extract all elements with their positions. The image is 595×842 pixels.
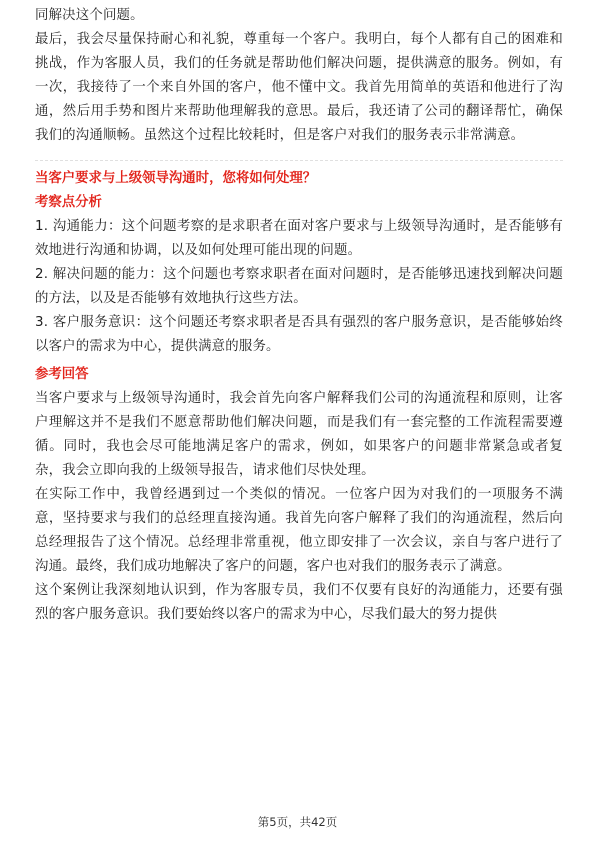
question-heading: 当客户要求与上级领导沟通时，您将如何处理？ <box>35 171 317 186</box>
answer-paragraph: 当客户要求与上级领导沟通时，我会首先向客户解释我们公司的沟通流程和原则，让客户理解这并不是我们不愿意帮助他们解决问题，而是我们有一套完整的工作流程需要遵循。同时，我也会尽可能地满足客户的需求，例如，如果客户的问题非常紧急或者复杂，我会立即向我的上级领导报告，请求他们尽快处理。 <box>35 391 563 478</box>
closing-paragraph: 最后，我会尽量保持耐心和礼貌，尊重每一个客户。我明白，每个人都有自己的困难和挑战，作为客服人员，我们的任务就是帮助他们解决问题，提供满意的服务。例如，有一次，我接待了一个来自外国的客户，他不懂中文。我首先用简单的英语和他进行了沟通，然后用手势和图片来帮助他理解我的意思。最后，我还请了公司的翻译帮忙，确保我们的沟通顺畅。虽然这个过程比较耗时，但是客户对我们的服务表示非常满意。 <box>35 32 563 143</box>
page-content <box>35 4 563 627</box>
page-number-footer: 第5页，共42页 <box>257 815 338 829</box>
answer-heading: 参考回答 <box>35 367 89 382</box>
answer-paragraph: 这个案例让我深刻地认识到，作为客服专员，我们不仅要有良好的沟通能力，还要有强烈的客户服务意识。我们要始终以客户的需求为中心，尽我们最大的努力提供 <box>35 583 563 622</box>
continuation-paragraph: 同解决这个问题。 <box>35 8 144 23</box>
analysis-item: 1. 沟通能力：这个问题考察的是求职者在面对客户要求与上级领导沟通时，是否能够有效地进行沟通和协调，以及如何处理可能出现的问题。 <box>35 219 563 258</box>
analysis-item: 3. 客户服务意识：这个问题还考察求职者是否具有强烈的客户服务意识，是否能够始终以客户的需求为中心，提供满意的服务。 <box>35 315 563 354</box>
answer-paragraph: 在实际工作中，我曾经遇到过一个类似的情况。一位客户因为对我们的一项服务不满意，坚持要求与我们的总经理直接沟通。我首先向客户解释了我们的沟通流程，然后向总经理报告了这个情况。总经理非常重视，他立即安排了一次会议，亲自与客户进行了沟通。最终，我们成功地解决了客户的问题，客户也对我们的服务表示了满意。 <box>35 487 563 574</box>
analysis-item: 2. 解决问题的能力：这个问题也考察求职者在面对问题时，是否能够迅速找到解决问题的方法，以及是否能够有效地执行这些方法。 <box>35 267 563 306</box>
analysis-heading: 考察点分析 <box>35 195 102 210</box>
section-divider <box>35 160 563 161</box>
